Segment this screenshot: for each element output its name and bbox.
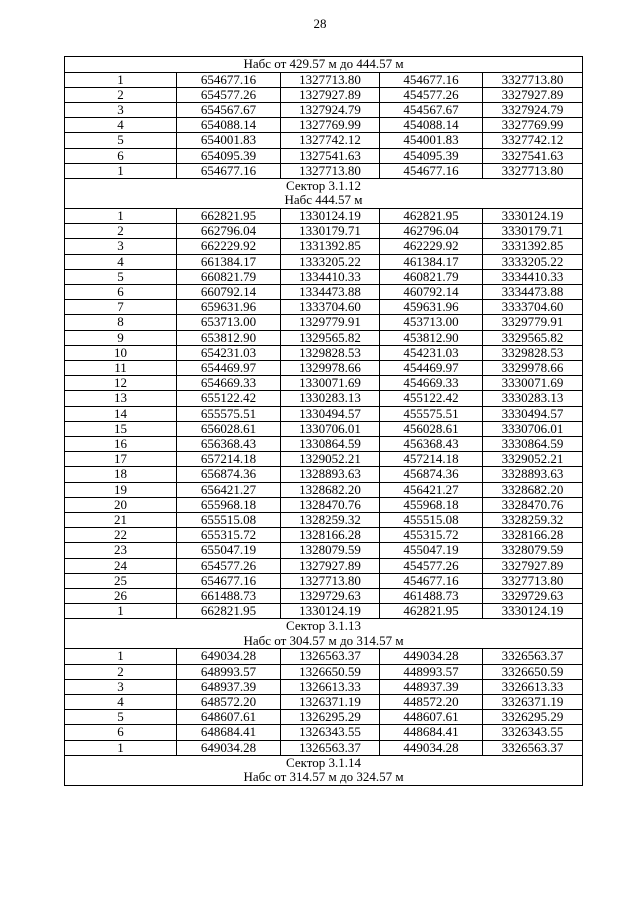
table-cell: 662796.04 (177, 224, 281, 239)
table-cell: 3326650.59 (483, 664, 583, 679)
table-cell: 3334473.88 (483, 284, 583, 299)
table-cell: 26 (65, 589, 177, 604)
table-cell: 1331392.85 (281, 239, 380, 254)
table-cell: 3333205.22 (483, 254, 583, 269)
table-cell: 1328166.28 (281, 528, 380, 543)
table-cell: 2 (65, 224, 177, 239)
table-cell: 454567.67 (380, 102, 483, 117)
table-cell: 6 (65, 148, 177, 163)
table-cell: 5 (65, 269, 177, 284)
table-row (65, 497, 583, 512)
table-cell: 1329779.91 (281, 315, 380, 330)
table-row (65, 345, 583, 360)
table-row (65, 224, 583, 239)
table-cell: 649034.28 (177, 649, 281, 664)
table-cell: 11 (65, 360, 177, 375)
table-cell: 1329978.66 (281, 360, 380, 375)
table-cell: 654677.16 (177, 72, 281, 87)
table-cell: 659631.96 (177, 300, 281, 315)
table-cell: 653713.00 (177, 315, 281, 330)
table-cell: 1 (65, 604, 177, 619)
table-cell: 654577.26 (177, 558, 281, 573)
table-cell: 455315.72 (380, 528, 483, 543)
table-cell: 455122.42 (380, 391, 483, 406)
table-row (65, 604, 583, 619)
section-header (65, 755, 583, 785)
table-row (65, 740, 583, 755)
table-cell: 661488.73 (177, 589, 281, 604)
table-row (65, 695, 583, 710)
table-cell: 3326343.55 (483, 725, 583, 740)
table-cell: 1327541.63 (281, 148, 380, 163)
table-cell: 1328893.63 (281, 467, 380, 482)
table-cell: 654567.67 (177, 102, 281, 117)
table-cell: 1327713.80 (281, 573, 380, 588)
table-cell: 1330283.13 (281, 391, 380, 406)
table-cell: 12 (65, 376, 177, 391)
table-cell: 3327713.80 (483, 573, 583, 588)
table-cell: 1327713.80 (281, 163, 380, 178)
table-cell: 449034.28 (380, 649, 483, 664)
table-cell: 9 (65, 330, 177, 345)
table-cell: 454001.83 (380, 133, 483, 148)
table-cell: 3330071.69 (483, 376, 583, 391)
table-row (65, 254, 583, 269)
table-cell: 3 (65, 679, 177, 694)
table-cell: 1329828.53 (281, 345, 380, 360)
coordinates-table (64, 56, 583, 786)
section-header (65, 619, 583, 649)
table-cell: 3331392.85 (483, 239, 583, 254)
table-row (65, 330, 583, 345)
table-cell: 653812.90 (177, 330, 281, 345)
table-cell: 454677.16 (380, 72, 483, 87)
table-cell: 1326563.37 (281, 649, 380, 664)
table-cell: 1333704.60 (281, 300, 380, 315)
table-cell: 14 (65, 406, 177, 421)
table-cell: 4 (65, 254, 177, 269)
table-cell: 3330124.19 (483, 604, 583, 619)
table-cell: 3328893.63 (483, 467, 583, 482)
table-cell: 3329978.66 (483, 360, 583, 375)
table-cell: 3330283.13 (483, 391, 583, 406)
section-header-line: Сектор 3.1.12 (286, 178, 362, 193)
table-cell: 648937.39 (177, 679, 281, 694)
table-row (65, 148, 583, 163)
table-cell: 1330179.71 (281, 224, 380, 239)
table-cell: 4 (65, 118, 177, 133)
table-cell: 3329052.21 (483, 452, 583, 467)
table-cell: 1 (65, 208, 177, 223)
table-cell: 15 (65, 421, 177, 436)
table-cell: 454577.26 (380, 87, 483, 102)
table-cell: 5 (65, 133, 177, 148)
table-cell: 23 (65, 543, 177, 558)
table-cell: 1328682.20 (281, 482, 380, 497)
table-row (65, 163, 583, 178)
table-cell: 448937.39 (380, 679, 483, 694)
table-cell: 654669.33 (177, 376, 281, 391)
table-cell: 3327927.89 (483, 558, 583, 573)
table-cell: 453812.90 (380, 330, 483, 345)
table-cell: 449034.28 (380, 740, 483, 755)
table-cell: 448684.41 (380, 725, 483, 740)
table-cell: 2 (65, 87, 177, 102)
table-cell: 1326613.33 (281, 679, 380, 694)
table-cell: 654677.16 (177, 573, 281, 588)
table-cell: 654469.97 (177, 360, 281, 375)
table-cell: 460821.79 (380, 269, 483, 284)
table-cell: 454088.14 (380, 118, 483, 133)
section-header-line: Набс от 304.57 м до 314.57 м (243, 632, 404, 648)
table-cell: 649034.28 (177, 740, 281, 755)
table-cell: 3327713.80 (483, 163, 583, 178)
table-cell: 3330179.71 (483, 224, 583, 239)
table-cell: 3327713.80 (483, 72, 583, 87)
table-cell: 3327541.63 (483, 148, 583, 163)
table-cell: 25 (65, 573, 177, 588)
page-number: 28 (313, 16, 327, 31)
table-cell: 655315.72 (177, 528, 281, 543)
table-row (65, 528, 583, 543)
table-cell: 1333205.22 (281, 254, 380, 269)
table-cell: 1 (65, 649, 177, 664)
table-row (65, 284, 583, 299)
table-cell: 3328682.20 (483, 482, 583, 497)
table-cell: 1330494.57 (281, 406, 380, 421)
table-row (65, 436, 583, 451)
table-cell: 3330124.19 (483, 208, 583, 223)
table-row (65, 725, 583, 740)
table-cell: 454095.39 (380, 148, 483, 163)
table-cell: 461384.17 (380, 254, 483, 269)
table-cell: 655575.51 (177, 406, 281, 421)
table-cell: 3333704.60 (483, 300, 583, 315)
table-cell: 3326371.19 (483, 695, 583, 710)
table-cell: 648684.41 (177, 725, 281, 740)
table-cell: 655968.18 (177, 497, 281, 512)
table-cell: 3328079.59 (483, 543, 583, 558)
table-cell: 1330864.59 (281, 436, 380, 451)
table-cell: 1328079.59 (281, 543, 380, 558)
table-cell: 3326295.29 (483, 710, 583, 725)
table-cell: 3329828.53 (483, 345, 583, 360)
table-cell: 24 (65, 558, 177, 573)
section-header-line: Сектор 3.1.13 (286, 618, 362, 634)
section-header-line: Набс 444.57 м (284, 192, 363, 208)
section-header-row (65, 755, 583, 785)
table-cell: 448993.57 (380, 664, 483, 679)
table-cell: 6 (65, 725, 177, 740)
table-cell: 1327769.99 (281, 118, 380, 133)
table-cell: 18 (65, 467, 177, 482)
table-cell: 1326563.37 (281, 740, 380, 755)
table-row (65, 300, 583, 315)
table-cell: 3328259.32 (483, 512, 583, 527)
table-cell: 654677.16 (177, 163, 281, 178)
table-cell: 3329779.91 (483, 315, 583, 330)
table-cell: 1330071.69 (281, 376, 380, 391)
table-cell: 455968.18 (380, 497, 483, 512)
table-cell: 1 (65, 72, 177, 87)
table-cell: 3327769.99 (483, 118, 583, 133)
table-row (65, 664, 583, 679)
table-cell: 654577.26 (177, 87, 281, 102)
table-cell: 3330706.01 (483, 421, 583, 436)
table-row (65, 102, 583, 117)
table-row (65, 467, 583, 482)
table-cell: 4 (65, 695, 177, 710)
table-row (65, 679, 583, 694)
table-cell: 456368.43 (380, 436, 483, 451)
table-cell: 456874.36 (380, 467, 483, 482)
table-row (65, 239, 583, 254)
section-header (65, 178, 583, 208)
table-cell: 655122.42 (177, 391, 281, 406)
table-cell: 20 (65, 497, 177, 512)
table-row (65, 421, 583, 436)
table-cell: 454577.26 (380, 558, 483, 573)
table-cell: 1326371.19 (281, 695, 380, 710)
table-cell: 1330124.19 (281, 208, 380, 223)
table-row (65, 558, 583, 573)
table-cell: 655047.19 (177, 543, 281, 558)
table-cell: 1330124.19 (281, 604, 380, 619)
table-cell: 456028.61 (380, 421, 483, 436)
table-cell: 455575.51 (380, 406, 483, 421)
table-cell: 1326650.59 (281, 664, 380, 679)
section-header (65, 57, 583, 73)
table-cell: 1334473.88 (281, 284, 380, 299)
table-cell: 454677.16 (380, 163, 483, 178)
table-cell: 19 (65, 482, 177, 497)
table-cell: 1327713.80 (281, 72, 380, 87)
table-row (65, 376, 583, 391)
table-row (65, 118, 583, 133)
table-row (65, 72, 583, 87)
table-cell: 8 (65, 315, 177, 330)
table-cell: 3327924.79 (483, 102, 583, 117)
table-cell: 3334410.33 (483, 269, 583, 284)
table-cell: 3328166.28 (483, 528, 583, 543)
table-cell: 1330706.01 (281, 421, 380, 436)
table-cell: 454669.33 (380, 376, 483, 391)
table-cell: 1327927.89 (281, 558, 380, 573)
table-cell: 462821.95 (380, 208, 483, 223)
table-row (65, 360, 583, 375)
table-row (65, 589, 583, 604)
table-cell: 656368.43 (177, 436, 281, 451)
table-cell: 461488.73 (380, 589, 483, 604)
table-cell: 3327927.89 (483, 87, 583, 102)
table-row (65, 452, 583, 467)
table-cell: 7 (65, 300, 177, 315)
table-cell: 455515.08 (380, 512, 483, 527)
table-row (65, 315, 583, 330)
section-header-row (65, 178, 583, 208)
table-cell: 454469.97 (380, 360, 483, 375)
table-cell: 462229.92 (380, 239, 483, 254)
table-cell: 660792.14 (177, 284, 281, 299)
table-cell: 10 (65, 345, 177, 360)
table-cell: 3 (65, 102, 177, 117)
table-cell: 13 (65, 391, 177, 406)
table-cell: 3326613.33 (483, 679, 583, 694)
table-cell: 1334410.33 (281, 269, 380, 284)
table-cell: 22 (65, 528, 177, 543)
table-row (65, 710, 583, 725)
table-cell: 3328470.76 (483, 497, 583, 512)
table-cell: 1327742.12 (281, 133, 380, 148)
table-cell: 3326563.37 (483, 740, 583, 755)
section-header-row (65, 619, 583, 649)
table-row (65, 649, 583, 664)
table-cell: 655515.08 (177, 512, 281, 527)
table-cell: 1327927.89 (281, 87, 380, 102)
table-cell: 657214.18 (177, 452, 281, 467)
table-row (65, 482, 583, 497)
section-header-line: Сектор 3.1.14 (286, 755, 362, 770)
table-cell: 454231.03 (380, 345, 483, 360)
section-header-line: Набс от 314.57 м до 324.57 м (243, 769, 404, 785)
table-cell: 2 (65, 664, 177, 679)
table-cell: 1 (65, 163, 177, 178)
table-cell: 3329729.63 (483, 589, 583, 604)
table-cell: 457214.18 (380, 452, 483, 467)
table-cell: 660821.79 (177, 269, 281, 284)
table-cell: 661384.17 (177, 254, 281, 269)
table-cell: 656028.61 (177, 421, 281, 436)
table-cell: 5 (65, 710, 177, 725)
table-row (65, 573, 583, 588)
table-cell: 648993.57 (177, 664, 281, 679)
table-cell: 3 (65, 239, 177, 254)
table-cell: 656421.27 (177, 482, 281, 497)
table-cell: 448607.61 (380, 710, 483, 725)
table-cell: 656874.36 (177, 467, 281, 482)
table-cell: 662821.95 (177, 208, 281, 223)
table-row (65, 269, 583, 284)
table-cell: 1326295.29 (281, 710, 380, 725)
table-cell: 3327742.12 (483, 133, 583, 148)
table-cell: 1328259.32 (281, 512, 380, 527)
table-cell: 1329729.63 (281, 589, 380, 604)
table-row (65, 391, 583, 406)
table-cell: 453713.00 (380, 315, 483, 330)
table-row (65, 512, 583, 527)
table-cell: 459631.96 (380, 300, 483, 315)
table-cell: 648607.61 (177, 710, 281, 725)
table-cell: 456421.27 (380, 482, 483, 497)
table-cell: 1327924.79 (281, 102, 380, 117)
table-row (65, 543, 583, 558)
table-cell: 654001.83 (177, 133, 281, 148)
table-cell: 662229.92 (177, 239, 281, 254)
table-cell: 21 (65, 512, 177, 527)
table-cell: 654231.03 (177, 345, 281, 360)
table-cell: 1329565.82 (281, 330, 380, 345)
table-cell: 455047.19 (380, 543, 483, 558)
table-row (65, 87, 583, 102)
table-cell: 6 (65, 284, 177, 299)
table-cell: 462796.04 (380, 224, 483, 239)
table-cell: 3330494.57 (483, 406, 583, 421)
table-cell: 454677.16 (380, 573, 483, 588)
table-cell: 3330864.59 (483, 436, 583, 451)
table-row (65, 406, 583, 421)
section-header-row (65, 57, 583, 73)
table-cell: 460792.14 (380, 284, 483, 299)
section-header-line: Набс от 429.57 м до 444.57 м (243, 56, 404, 71)
table-cell: 648572.20 (177, 695, 281, 710)
table-cell: 3326563.37 (483, 649, 583, 664)
table-row (65, 133, 583, 148)
table-cell: 448572.20 (380, 695, 483, 710)
table-cell: 462821.95 (380, 604, 483, 619)
table-row (65, 208, 583, 223)
table-cell: 17 (65, 452, 177, 467)
table-cell: 3329565.82 (483, 330, 583, 345)
coordinates-table-body (65, 57, 583, 786)
table-cell: 1326343.55 (281, 725, 380, 740)
table-cell: 654095.39 (177, 148, 281, 163)
table-cell: 1 (65, 740, 177, 755)
table-cell: 662821.95 (177, 604, 281, 619)
table-cell: 654088.14 (177, 118, 281, 133)
table-cell: 1328470.76 (281, 497, 380, 512)
table-cell: 1329052.21 (281, 452, 380, 467)
table-cell: 16 (65, 436, 177, 451)
